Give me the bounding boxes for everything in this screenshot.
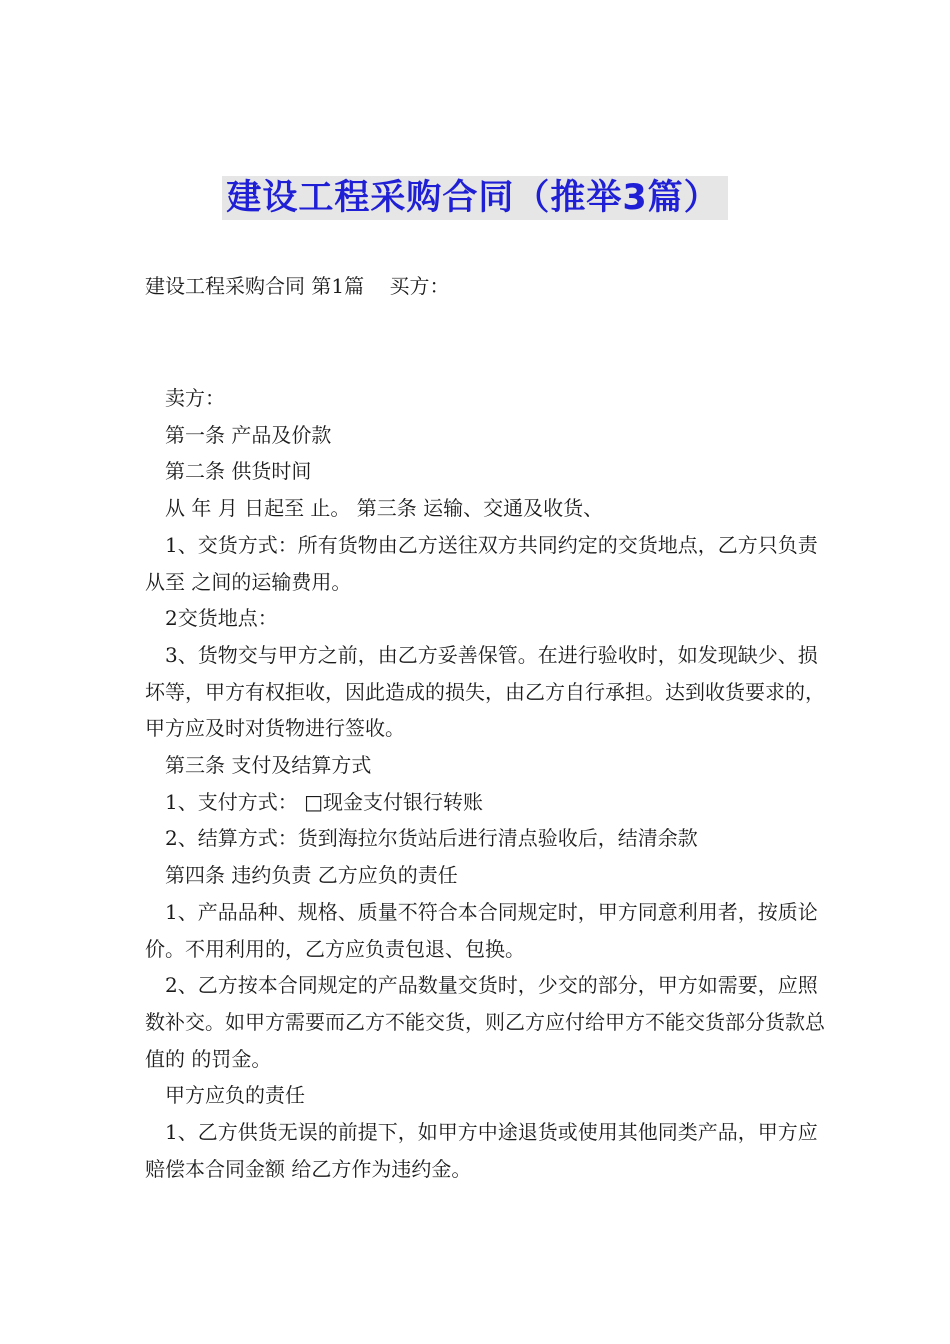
paragraph-delivery-method: 1、交货方式：所有货物由乙方送往双方共同约定的交货地点，乙方只负责从至 之间的运输费用。 bbox=[145, 532, 818, 594]
paragraph-quantity-liability: 2、乙方按本合同规定的产品数量交货时，少交的部分，甲方如需要，应照数补交。如甲方需要而乙方不能交货，则乙方应付给甲方不能交货部分货款总值的 的罚金。 bbox=[145, 973, 825, 1071]
paragraph-quality-liability: 1、产品品种、规格、质量不符合本合同规定时，甲方同意利用者，按质论价。不用利用的，乙方应负责包退、包换。 bbox=[145, 899, 818, 961]
paragraph-payment-method: 1、支付方式： □现金支付银行转账 bbox=[165, 789, 483, 814]
document-body bbox=[145, 380, 835, 1187]
paragraph-seller: 卖方： bbox=[165, 386, 225, 410]
paragraph-supply-period: 从 年 月 日起至 止。 第三条 运输、交通及收货、 bbox=[165, 496, 604, 521]
paragraph-settlement-method: 2、结算方式：货到海拉尔货站后进行清点验收后，结清余款 bbox=[165, 826, 698, 851]
paragraph-delivery-location: 2交货地点： bbox=[165, 606, 278, 631]
paragraph-buyer-liability-heading: 甲方应负的责任 bbox=[165, 1083, 305, 1108]
paragraph-article-4: 第四条 违约负责 乙方应负的责任 bbox=[165, 863, 458, 888]
paragraph-article-3-payment: 第三条 支付及结算方式 bbox=[165, 753, 372, 778]
paragraph-custody: 3、货物交与甲方之前，由乙方妥善保管。在进行验收时，如发现缺少、损坏等，甲方有权拒收，因此造成的损失，由乙方自行承担。达到收货要求的，甲方应及时对货物进行签收。 bbox=[145, 642, 825, 741]
document-title: 建设工程采购合同（推举3篇） bbox=[222, 176, 727, 220]
paragraph-article-2: 第二条 供货时间 bbox=[165, 459, 312, 484]
paragraph-buyer-liability-1: 1、乙方供货无误的前提下，如甲方中途退货或使用其他同类产品，甲方应赔偿本合同金额 给乙方作为违约金。 bbox=[145, 1120, 818, 1181]
title-wrapper bbox=[0, 176, 950, 220]
document-subhead: 建设工程采购合同 第1篇 买方： bbox=[145, 274, 450, 298]
paragraph-article-1: 第一条 产品及价款 bbox=[165, 422, 332, 447]
